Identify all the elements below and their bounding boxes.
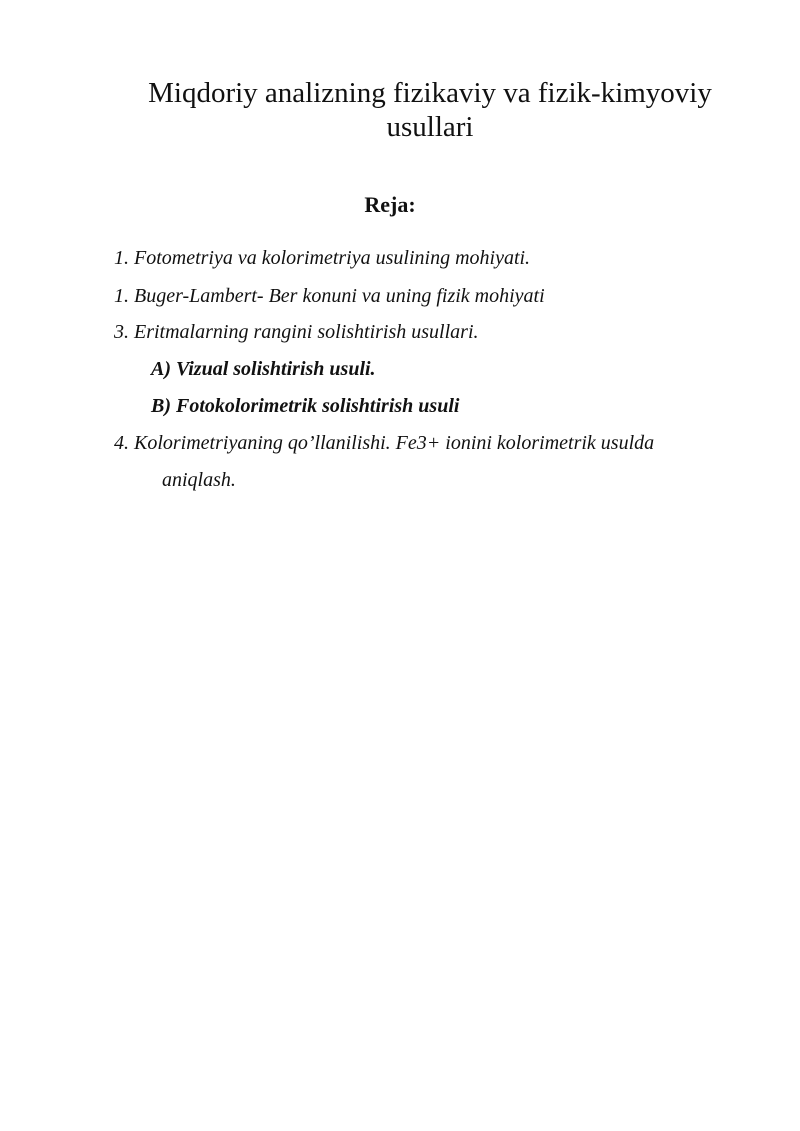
title-line-2: usullari <box>386 111 474 143</box>
document-title <box>130 76 730 144</box>
title-line-1: Miqdoriy analizning fizikaviy va fizik-kimyoviy <box>148 77 712 109</box>
plan-item-1: 1. Fotometriya va kolorimetriya usulining mohiyati. <box>114 247 531 269</box>
plan-item-4: 4. Kolorimetriyaning qo’llanilishi. Fe3+ ionini kolorimetrik usulda <box>114 432 655 454</box>
plan-subitem-b: B) Fotokolorimetrik solishtirish usuli <box>151 395 460 417</box>
plan-item-2: 1. Buger-Lambert- Ber konuni va uning fizik mohiyati <box>114 285 545 307</box>
plan-subitem-a: A) Vizual solishtirish usuli. <box>151 358 376 380</box>
plan-item-3: 3. Eritmalarning rangini solishtirish usullari. <box>114 321 479 343</box>
plan-item-4-continuation: aniqlash. <box>162 469 236 491</box>
plan-heading: Reja: <box>364 192 416 217</box>
